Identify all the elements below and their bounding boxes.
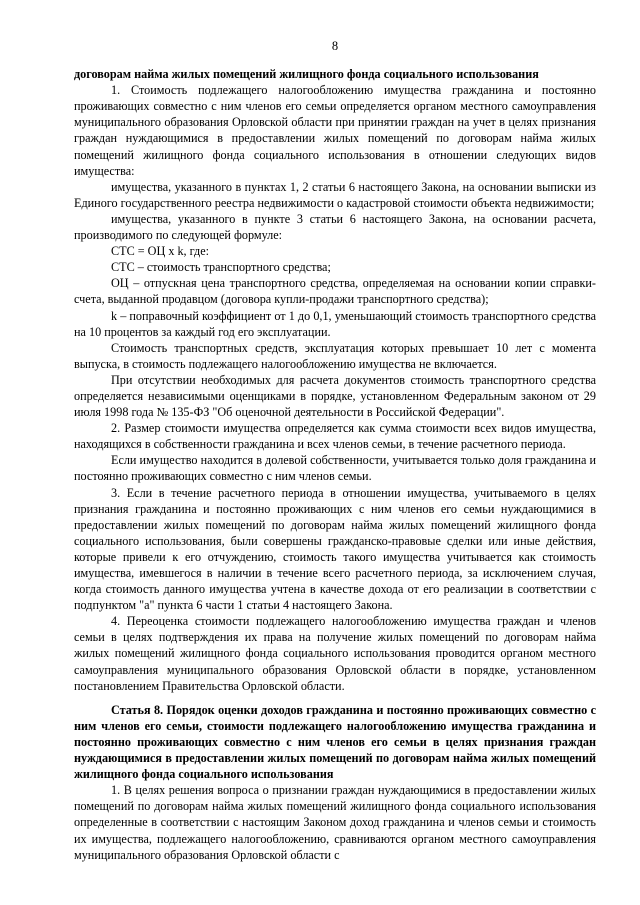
paragraph: При отсутствии необходимых для расчета документов стоимость транспортного средства определяется независимыми оценщиками в порядке, установленном Федеральным законом от 29 июля 1998 года № 135-ФЗ "Об оценочной деятельности в Российской Федерации". [74, 372, 596, 420]
paragraph: СТС – стоимость транспортного средства; [111, 260, 331, 275]
paragraph: Если имущество находится в долевой собственности, учитывается только доля гражданина и постоянно проживающих совместно с ним членов семьи. [74, 453, 596, 484]
paragraph: k – поправочный коэффициент от 1 до 0,1, уменьшающий стоимость транспортного средства на 10 процентов за каждый год его эксплуатации. [74, 308, 596, 339]
formula: СТС = ОЦ x k, где: [111, 244, 210, 259]
paragraph: 1. В целях решения вопроса о признании граждан нуждающимися в предоставлении жилых помещений по договорам найма жилых помещений жилищного фонда социального использования определенные в соответствии с настоящим Законом доход гражданина и членов семьи и стоимость их имущества, подлежащего налогообложению, сравниваются органом местного самоуправления муниципального образования Орловской области с [74, 783, 596, 862]
paragraph: Стоимость транспортных средств, эксплуатация которых превышает 10 лет с момента выпуска, в стоимость подлежащего налогообложению имущества не включается. [74, 340, 596, 371]
paragraph: имущества, указанного в пункте 3 статьи 6 настоящего Закона, на основании расчета, производимого по следующей формуле: [74, 211, 596, 243]
paragraph: ОЦ – отпускная цена транспортного средства, определяемая на основании копии справки-счета, выданной продавцом (договора купли-продажи транспортного средства); [74, 276, 596, 307]
paragraph: 4. Переоценка стоимости подлежащего налогообложению имущества граждан и членов семьи в целях подтверждения их права на получение жилых помещений по договорам найма жилых помещений жилищного фонда социального использования проводится органом местного самоуправления муниципального образования Орловской области в порядке, установленном постановлением Правительства Орловской области. [74, 614, 596, 693]
paragraph: 3. Если в течение расчетного периода в отношении имущества, учитываемого в целях признания гражданина и постоянно проживающих с ним членов его семьи нуждающимися в предоставлении жилых помещений по договорам найма жилых помещений жилищного фонда социального использования, были совершены гражданско-правовые сделки или иные действия, которые привели к его отчуждению, стоимость такого имущества учитывается как стоимость имущества, имевшегося в наличии в течение всего расчетного периода, за исключением случая, когда стоимость данного имущества учтена в качестве дохода от его реализации в соответствии с подпунктом "а" пункта 6 части 1 статьи 4 настоящего Закона. [74, 485, 596, 613]
paragraph: 1. Стоимость подлежащего налогообложению имущества гражданина и постоянно проживающих совместно с ним членов его семьи определяется органом местного самоуправления муниципального образования Орловской области при принятии граждан на учет в целях признания граждан нуждающимися в предоставлении жилых помещений по договорам найма жилых помещений жилищного фонда социального использования в отношении следующих видов имущества: [74, 83, 596, 178]
paragraph: 2. Размер стоимости имущества определяется как сумма стоимости всех видов имущества, находящихся в собственности гражданина и всех членов семьи, в течение расчетного периода. [74, 421, 596, 452]
paragraph: имущества, указанного в пунктах 1, 2 статьи 6 настоящего Закона, на основании выписки из Единого государственного реестра недвижимости о кадастровой стоимости объекта недвижимости; [74, 179, 596, 210]
page-number: 8 [331, 39, 339, 53]
heading-continuation: договорам найма жилых помещений жилищного фонда социального использования [74, 67, 539, 82]
article-heading: Статья 8. Порядок оценки доходов гражданина и постоянно проживающих совместно с ним членов его семьи, стоимости подлежащего налогообложению имущества гражданина и постоянно проживающих совместно с ним членов его семьи в целях признания граждан нуждающимися в предоставлении жилых помещений по договорам найма жилых помещений жилищного фонда социального использования [74, 702, 596, 782]
